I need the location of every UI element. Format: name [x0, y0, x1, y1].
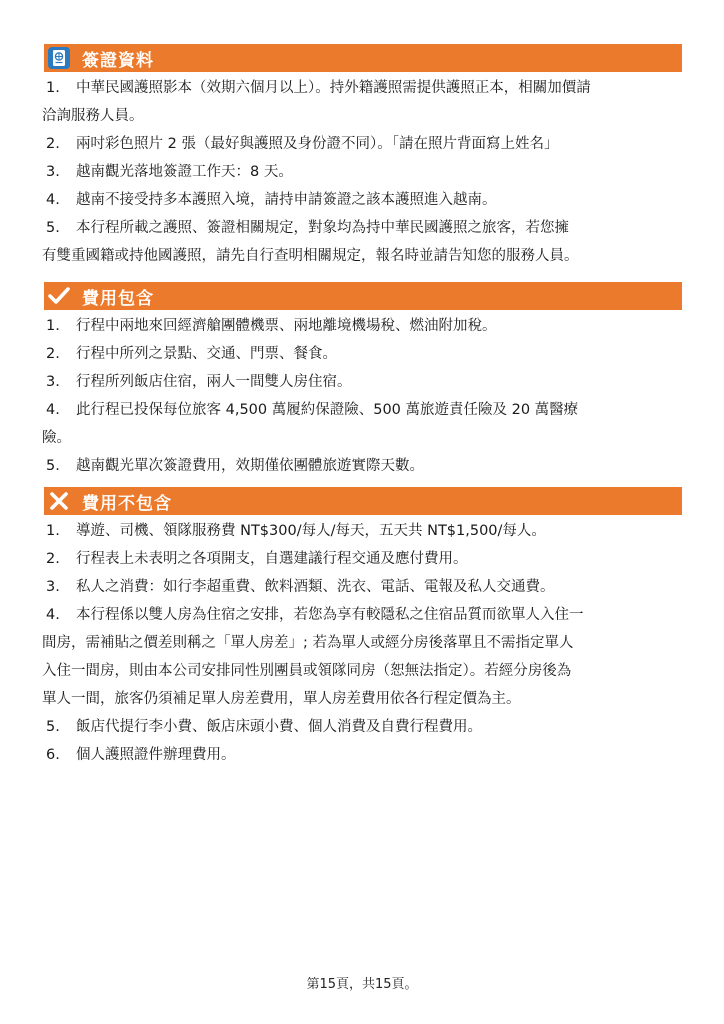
cross-icon	[44, 487, 74, 515]
list-item-continued: 間房，需補貼之價差則稱之「單人房差」; 若為單人或經分房後落單且不需指定單人	[42, 635, 574, 651]
list-item-continued: 洽詢服務人員。	[42, 108, 144, 124]
list-item-continued: 單人一間，旅客仍須補足單人房差費用，單人房差費用依各行程定價為主。	[42, 691, 521, 707]
list-item: 5. 越南觀光單次簽證費用，效期僅依團體旅遊實際天數。	[46, 458, 424, 474]
included-section	[44, 282, 682, 480]
included-title: 費用包含	[82, 288, 154, 309]
list-item: 1. 行程中兩地來回經濟艙團體機票、兩地離境機場稅、燃油附加稅。	[46, 318, 497, 334]
list-item: 2. 行程中所列之景點、交通、門票、餐食。	[46, 346, 337, 362]
list-item-continued: 入住一間房，則由本公司安排同性別團員或領隊同房（恕無法指定）。若經分房後為	[42, 663, 572, 679]
checkmark-icon	[44, 282, 74, 310]
list-item: 5. 本行程所載之護照、簽證相關規定，對象均為持中華民國護照之旅客，若您擁	[46, 220, 569, 236]
included-header-bar	[44, 282, 682, 310]
list-item: 3. 私人之消費：如行李超重費、飲料酒類、洗衣、電話、電報及私人交通費。	[46, 579, 555, 595]
list-item: 4. 本行程係以雙人房為住宿之安排，若您為享有較隱私之住宿品質而欲單人入住一	[46, 607, 584, 623]
excluded-section	[44, 487, 682, 769]
passport-icon	[44, 44, 74, 72]
list-item: 3. 越南觀光落地簽證工作天：8 天。	[46, 164, 293, 180]
page-number: 第15頁，共15頁。	[306, 977, 418, 992]
list-item: 4. 越南不接受持多本護照入境，請持申請簽證之該本護照進入越南。	[46, 192, 497, 208]
list-item: 3. 行程所列飯店住宿，兩人一間雙人房住宿。	[46, 374, 352, 390]
visa-title: 簽證資料	[82, 50, 154, 71]
excluded-title: 費用不包含	[82, 493, 172, 514]
list-item: 1. 導遊、司機、領隊服務費 NT$300/每人/每天，五天共 NT$1,500/每人。	[46, 523, 546, 539]
list-item: 5. 飯店代提行李小費、飯店床頭小費、個人消費及自費行程費用。	[46, 719, 482, 735]
list-item-continued: 險。	[42, 430, 71, 446]
list-item: 4. 此行程已投保每位旅客 4,500 萬履約保證險、500 萬旅遊責任險及 20 萬醫療	[46, 402, 579, 418]
list-item-continued: 有雙重國籍或持他國護照，請先自行查明相關規定，報名時並請告知您的服務人員。	[42, 248, 579, 264]
visa-header-bar	[44, 44, 682, 72]
list-item: 6. 個人護照證件辦理費用。	[46, 747, 236, 763]
list-item: 2. 兩吋彩色照片 2 張（最好與護照及身份證不同）。「請在照片背面寫上姓名」	[46, 136, 559, 152]
excluded-header-bar	[44, 487, 682, 515]
visa-section	[44, 44, 682, 270]
list-item: 1. 中華民國護照影本（效期六個月以上）。持外籍護照需提供護照正本，相關加價請	[46, 80, 591, 96]
list-item: 2. 行程表上未表明之各項開支，自選建議行程交通及應付費用。	[46, 551, 468, 567]
